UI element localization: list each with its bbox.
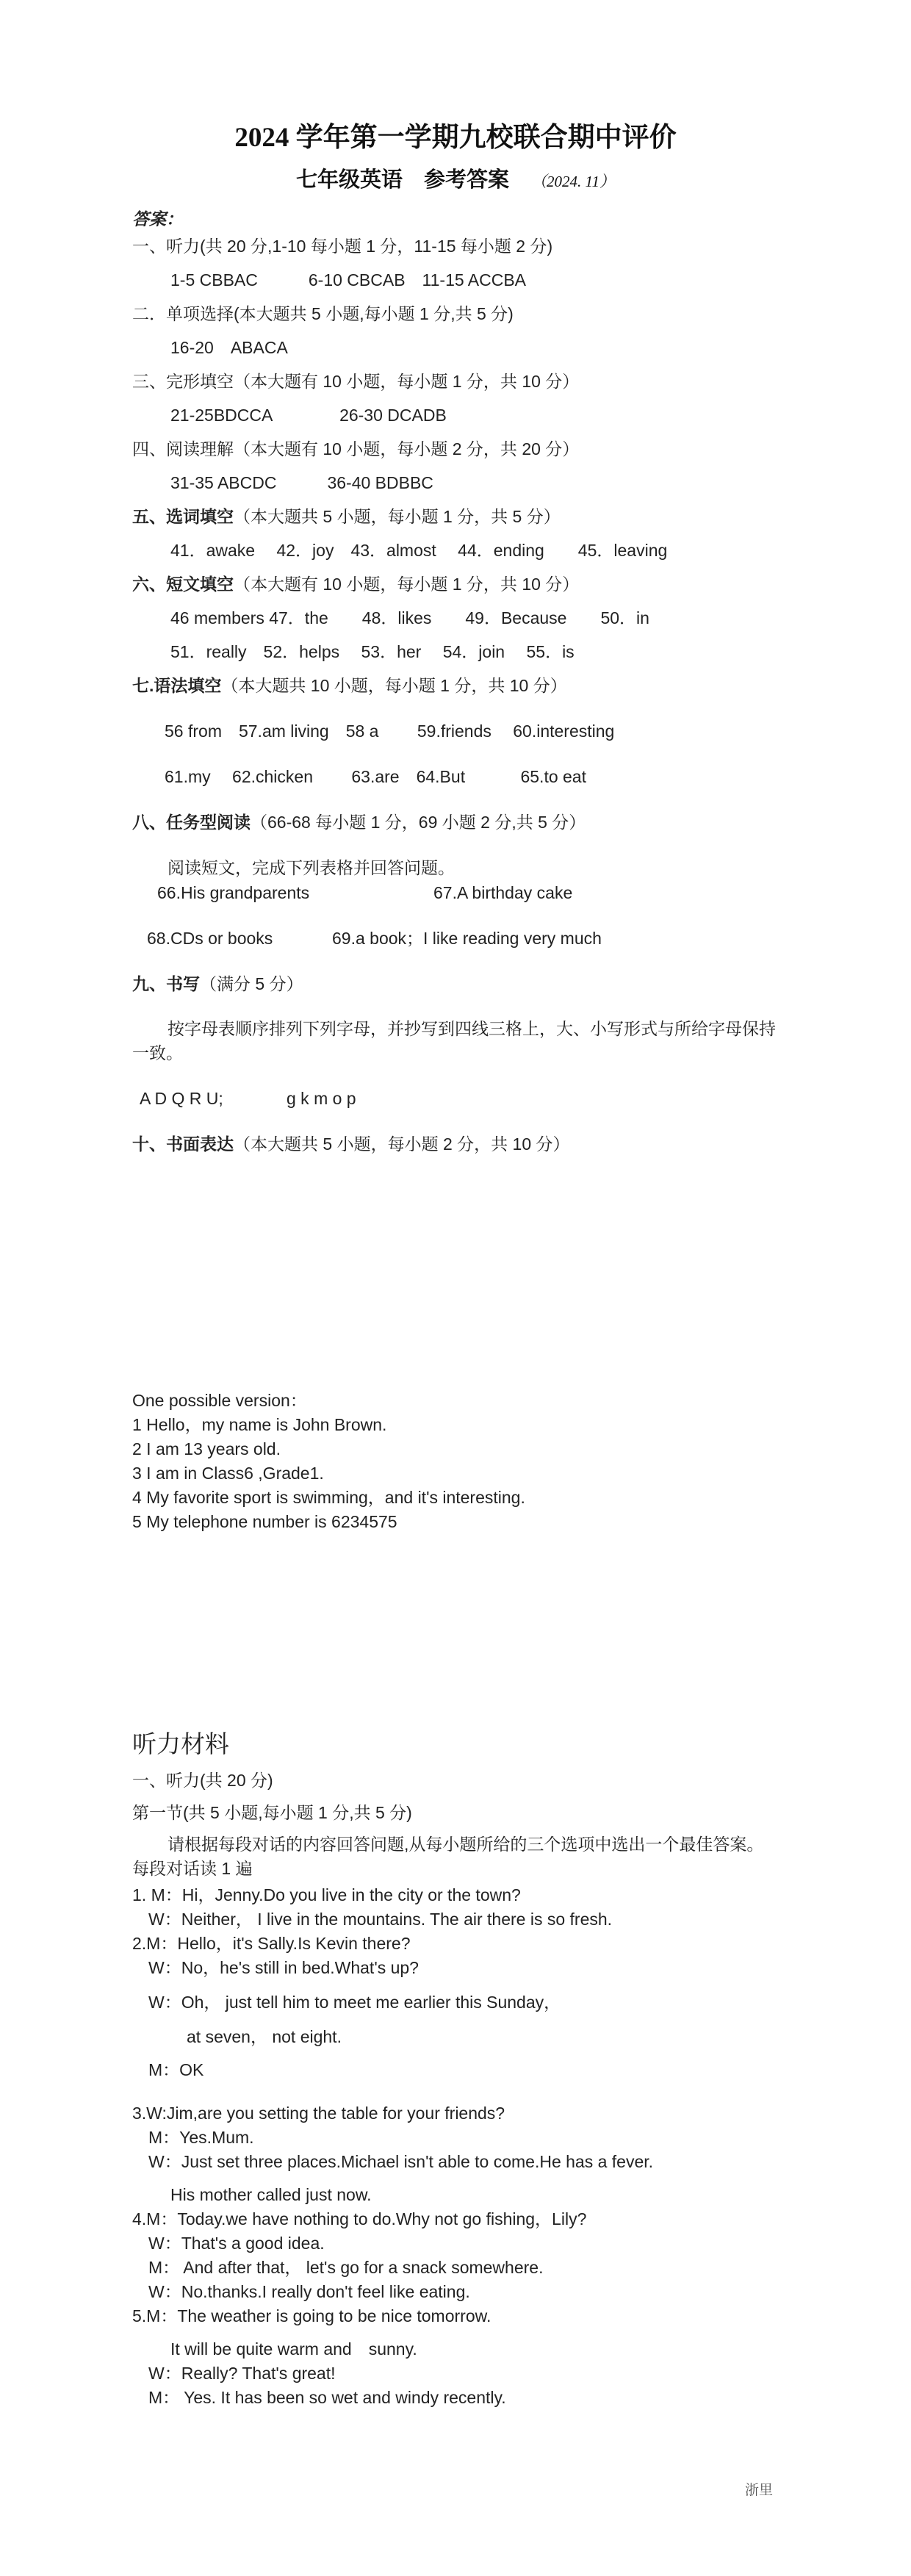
section-7-name: 语法填空 bbox=[154, 676, 222, 695]
section-7-answers-2: 61.my 62.chicken 63.are 64.But 65.to eat bbox=[165, 767, 586, 786]
section-9-number: 九、 bbox=[132, 974, 166, 993]
answer-66: 66.His grandparents bbox=[157, 883, 310, 902]
section-1-note: (共 20 分,1-10 每小题 1 分，11-15 每小题 2 分) bbox=[200, 237, 553, 256]
writing-sample bbox=[132, 1389, 525, 1534]
section-1-number: 一、 bbox=[132, 237, 166, 256]
section-2-heading bbox=[132, 303, 514, 325]
section-2-note: (本大题共 5 小题,每小题 1 分,共 5 分) bbox=[234, 304, 514, 323]
listening-section: 第一节(共 5 小题,每小题 1 分,共 5 分) bbox=[132, 1803, 412, 1822]
section-10-name: 书面表达 bbox=[166, 1134, 234, 1154]
section-8-number: 八、 bbox=[132, 813, 166, 832]
dialogue-line: at seven， not eight. bbox=[187, 2027, 342, 2046]
dialogue-line: 5.M：The weather is going to be nice tomorrow. bbox=[132, 2306, 491, 2325]
section-9-heading bbox=[132, 973, 303, 995]
writing-sample-line: 5 My telephone number is 6234575 bbox=[132, 1512, 397, 1531]
writing-sample-label: One possible version： bbox=[132, 1391, 307, 1410]
answer-68: 68.CDs or books bbox=[147, 929, 273, 948]
dialogue-line: 3.W:Jim,are you setting the table for your friends? bbox=[132, 2104, 505, 2123]
letters-lower: g k m o p bbox=[287, 1089, 356, 1108]
dialogue-line: W：Neither， I live in the mountains. The air there is so fresh. bbox=[148, 1910, 613, 1929]
section-3-note: （本大题有 10 小题，每小题 1 分，共 10 分） bbox=[234, 372, 580, 391]
dialogue-line: 1. M：Hi，Jenny.Do you live in the city or the town? bbox=[132, 1885, 521, 1904]
footer-mark: 浙里 bbox=[745, 2483, 774, 2498]
answer-69: 69.a book；I like reading very much bbox=[332, 929, 602, 948]
section-8-heading bbox=[132, 811, 586, 833]
dialogue-2 bbox=[132, 1932, 561, 2082]
section-9-note: （满分 5 分） bbox=[200, 974, 303, 993]
dialogue-line: M：Yes.Mum. bbox=[148, 2128, 254, 2147]
section-6-answers-2: 51．really 52．helps 53．her 54．join 55．is bbox=[170, 642, 575, 661]
page-subtitle bbox=[0, 163, 911, 193]
dialogue-line: W：No.thanks.I really don't feel like eating. bbox=[148, 2282, 470, 2301]
section-9-instruction: 按字母表顺序排列下列字母，并抄写到四线三格上，大、小写形式与所给字母保持一致。 bbox=[132, 1019, 776, 1062]
dialogue-line: W：That's a good idea. bbox=[148, 2234, 325, 2253]
section-6-note: （本大题有 10 小题，每小题 1 分，共 10 分） bbox=[234, 575, 580, 594]
answer-67: 67.A birthday cake bbox=[433, 883, 573, 902]
listening-instruction: 请根据每段对话的内容回答问题,从每小题所给的三个选项中选出一个最佳答案。每段对话读 1 遍 bbox=[132, 1835, 764, 1878]
dialogue-line: W：Oh， just tell him to meet me earlier this Sunday， bbox=[148, 1993, 561, 2012]
dialogue-line: 2.M：Hello，it's Sally.Is Kevin there? bbox=[132, 1934, 411, 1953]
listening-title: 听力材料 bbox=[132, 1730, 229, 1757]
section-5-name: 选词填空 bbox=[166, 507, 234, 526]
section-4-heading bbox=[132, 438, 579, 460]
section-3-number: 三、 bbox=[132, 372, 166, 391]
listening-part: 一、听力(共 20 分) bbox=[132, 1771, 273, 1790]
section-2-answers: 16-20 ABACA bbox=[170, 338, 288, 357]
section-6-name: 短文填空 bbox=[166, 575, 234, 594]
section-6-heading bbox=[132, 573, 579, 595]
section-2-number: 二． bbox=[132, 304, 166, 323]
writing-sample-line: 1 Hello，my name is John Brown. bbox=[132, 1415, 387, 1434]
subtitle-date: （2024. 11） bbox=[531, 173, 615, 190]
section-6-answers-1: 46 members 47．the 48．likes 49．Because 50．in bbox=[170, 608, 649, 627]
section-10-heading bbox=[132, 1133, 570, 1155]
section-10-note: （本大题共 5 小题，每小题 2 分，共 10 分） bbox=[234, 1134, 570, 1154]
dialogue-line: M： Yes. It has been so wet and windy recently. bbox=[148, 2388, 506, 2407]
dialogue-line: It will be quite warm and sunny. bbox=[170, 2339, 417, 2359]
dialogue-line: W：Just set three places.Michael isn't able to come.He has a fever. bbox=[148, 2152, 654, 2171]
section-3-heading bbox=[132, 370, 579, 392]
dialogue-line: M： And after that， let's go for a snack somewhere. bbox=[148, 2258, 544, 2277]
dialogue-line: His mother called just now. bbox=[170, 2185, 372, 2204]
writing-sample-line: 3 I am in Class6 ,Grade1. bbox=[132, 1464, 324, 1483]
section-4-number: 四、 bbox=[132, 439, 166, 458]
answers-label: 答案： bbox=[132, 210, 183, 229]
page-title: 2024 学年第一学期九校联合期中评价 bbox=[234, 123, 677, 153]
section-1-answers: 1-5 CBBAC 6-10 CBCAB 11-15 ACCBA bbox=[170, 270, 527, 289]
section-5-heading bbox=[132, 506, 561, 528]
writing-sample-line: 4 My favorite sport is swimming，and it's interesting. bbox=[132, 1488, 525, 1507]
dialogue-5 bbox=[132, 2304, 506, 2410]
dialogue-3 bbox=[132, 2101, 653, 2207]
section-1-heading bbox=[132, 235, 552, 257]
section-8-intro: 阅读短文，完成下列表格并回答问题。 bbox=[168, 858, 455, 877]
section-1-name: 听力 bbox=[166, 237, 200, 256]
dialogue-4 bbox=[132, 2207, 586, 2304]
section-5-answers: 41．awake 42．joy 43．almost 44．ending 45．leaving bbox=[170, 541, 668, 560]
writing-sample-line: 2 I am 13 years old. bbox=[132, 1439, 281, 1458]
section-2-name: 单项选择 bbox=[166, 304, 234, 323]
section-5-note: （本大题共 5 小题，每小题 1 分，共 5 分） bbox=[234, 507, 561, 526]
section-10-number: 十、 bbox=[132, 1134, 166, 1154]
section-4-name: 阅读理解 bbox=[166, 439, 234, 458]
letters-upper: A D Q R U; bbox=[140, 1089, 223, 1108]
section-6-number: 六、 bbox=[132, 575, 166, 594]
dialogue-line: W：No，he's still in bed.What's up? bbox=[148, 1958, 419, 1977]
section-9-name: 书写 bbox=[166, 974, 200, 993]
dialogue-1 bbox=[132, 1883, 612, 1932]
section-7-note: （本大题共 10 小题，每小题 1 分，共 10 分） bbox=[221, 676, 567, 695]
section-4-answers: 31-35 ABCDC 36-40 BDBBC bbox=[170, 473, 433, 492]
section-5-number: 五、 bbox=[132, 507, 166, 526]
section-8-note: （66-68 每小题 1 分，69 小题 2 分,共 5 分） bbox=[251, 813, 586, 832]
section-7-answers-1: 56 from 57.am living 58 a 59.friends 60.interesting bbox=[165, 722, 615, 741]
dialogue-line: 4.M：Today.we have nothing to do.Why not go fishing，Lily? bbox=[132, 2209, 587, 2228]
dialogue-line: W：Really? That's great! bbox=[148, 2364, 336, 2383]
section-7-heading bbox=[132, 674, 567, 697]
section-7-number: 七. bbox=[132, 676, 154, 695]
subtitle-text: 七年级英语 参考答案 bbox=[296, 168, 510, 192]
section-8-name: 任务型阅读 bbox=[166, 813, 251, 832]
section-3-answers: 21-25BDCCA 26-30 DCADB bbox=[170, 406, 447, 425]
dialogue-line: M：OK bbox=[148, 2060, 204, 2079]
section-4-note: （本大题有 10 小题，每小题 2 分，共 20 分） bbox=[234, 439, 580, 458]
section-3-name: 完形填空 bbox=[166, 372, 234, 391]
